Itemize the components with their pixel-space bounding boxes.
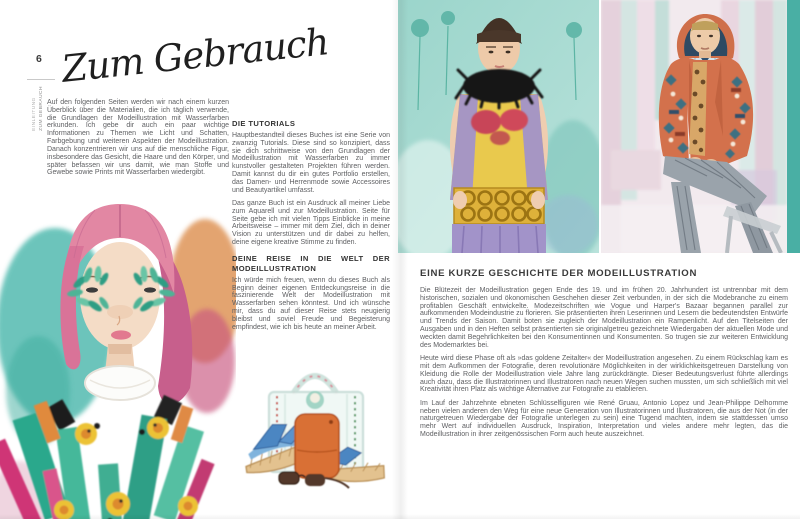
tutorials-paragraph-2: Das ganze Buch ist ein Ausdruck all meiner Liebe zum Aquarell und zur Modeillustration. Seite für Seite gebe ich mit vielen Tipps Einblicke in meine Arbeitsweise – immer mit dem Ziel, dich in deiner Vision zu unterstützen und dir dabei zu helfen, deine eigene kreative Stimme zu finden. bbox=[232, 199, 390, 247]
reise-paragraph: Ich würde mich freuen, wenn du dieses Buch als Beginn deiner eigenen Entdeckungsreise in die faszinierende Welt der Modeillustration mit Wasserfarben sehen könntest. Und ich wünsche mir, dass du auf dieser Reise stets neugierig bleibst und soviel Freude und Begeisterung empfindest, wie ich bis heute an meiner Arbeit. bbox=[232, 276, 390, 331]
history-paragraph-3: Im Lauf der Jahrzehnte ebneten Schlüsselfiguren wie René Gruau, Antonio Lopez und Jean-Philippe Delhomme neben vielen anderen den Weg für eine neue Generation von Illustratorinnen und Illustratoren, die aus der Not (in der naturgetreuen Wiedergabe der Fotografie unterlegen zu sein) eine Tugend machten, indem sie stattdessen umso mehr Wert auf individuellen Ausdruck, Inspiration, Interpretation und vieles andere mehr legten, das die Modeillustration in ihrer zeitgenössischen Form auch heute auszeichnet. bbox=[420, 399, 788, 439]
history-paragraph-1: Die Blütezeit der Modeillustration gegen Ende des 19. und im frühen 20. Jahrhundert ist untrennbar mit dem historischen, sozialen und ökonomischen Geschehen dieser Zeit verbunden, in der sich die Modebranche zu einem profitablen Geschäft entwickelte. Modezeitschriften wie Vogue und Harper's Bazaar begannen parallel zur aufkommenden Modeindustrie zu florieren. Sie präsentierten ihren Leserinnen und Lesern die bedeutendsten Entwürfe und Trends der Saison. Damit boten sie zugleich der Modeillustration ein Rampenlicht. Auf den Titelseiten der Ausgaben und in den Heften selbst präsentierten sie originalgetreu gezeichnete Wiedergaben der aktuellen Mode und weckten damit Begehrlichkeiten bei den Konsumentinnen und Konsumenten. So trugen sie zur weiteren Entwicklung des Modemarktes bei. bbox=[420, 287, 788, 349]
page-title: Zum Gebrauch bbox=[59, 20, 331, 91]
chapter-rule bbox=[27, 79, 55, 80]
chapter-tab-title: ZUM GEBRAUCH bbox=[39, 86, 44, 131]
tutorials-column bbox=[232, 119, 390, 337]
intro-paragraph: Auf den folgenden Seiten werden wir nach einem kurzen Überblick über die Materialien, die ich täglich verwende, die Grundlagen der Modeillustration mit Wasserfarben erkunden. Ich gebe dir auch ein paar wichtige Informationen zu Themen wie Licht und Schatten, Farbgebung und weiteren Aspekten der Modeillustration. Danach konzentrieren wir uns auf die menschliche Figur, insbesondere das Gesicht, die Haare und den Körper, und später befassen wir uns damit, wie man Stoffe und Gewebe sowie Prints mit Wasserfarben wiedergibt. bbox=[47, 99, 229, 177]
right-page bbox=[400, 0, 800, 519]
section-heading-tutorials: DIE TUTORIALS bbox=[232, 119, 296, 128]
illustration-model-gold-belt bbox=[398, 0, 599, 253]
illustration-woman-pink-hair bbox=[0, 176, 236, 519]
history-paragraph-2: Heute wird diese Phase oft als »das goldene Zeitalter« der Modeillustration angesehen. Zu einem Rückschlag kam es mit dem Aufkommen der Fotografie, deren revolutionäre Möglichkeiten in der wirklichkeitsgetreuen Darstellung von Kleidung die Rolle der Modeillustration viele Jahre lang zurückdrängte. Dieser Bedeutungsverlust führte allerdings auch dazu, dass die Illustratorinnen und Illustratoren nach neuen Wegen suchen mussten, um sich schließlich mit viel Kreativität ihren Platz als wichtige Alternative zur Fotografie zu etablieren. bbox=[420, 355, 788, 394]
chapter-tab-section: EINLEITUNG bbox=[32, 97, 37, 131]
history-heading: EINE KURZE GESCHICHTE DER MODEILLUSTRATION bbox=[420, 268, 698, 279]
illustration-model-patterned-jacket bbox=[601, 0, 800, 253]
tutorials-paragraph-1: Hauptbestandteil dieses Buches ist eine Serie von zwanzig Tutorials. Diese sind so konzipiert, dass sie dich schrittweise von den Grundlagen der Modeillustration mit Wasserfarben zu immer kunstvoller gestalteten Projekten führen werden. Damit kannst du dir ein gutes Portfolio erstellen, das Damen- und Herrenmode sowie Accessoires und Beautyartikel umfasst. bbox=[232, 131, 390, 194]
section-heading-reise: DEINE REISE IN DIE WELT DER MODEILLUSTRATION bbox=[232, 253, 390, 273]
chapter-tab bbox=[32, 86, 44, 131]
history-section bbox=[420, 268, 788, 444]
intro-column bbox=[47, 99, 229, 183]
illustration-accessories bbox=[233, 362, 397, 512]
page-number: 6 bbox=[36, 53, 42, 65]
